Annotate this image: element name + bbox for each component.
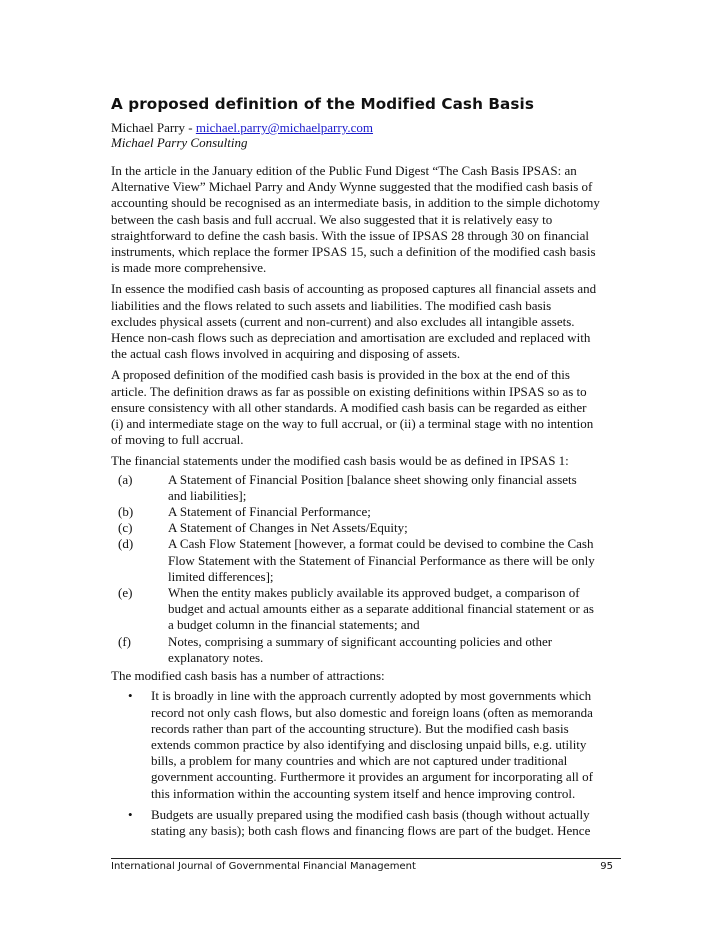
text-line: extends common practice by also identifying and disclosing unpaid bills, e.g. utility bbox=[151, 736, 587, 752]
article-title: A proposed definition of the Modified Cash Basis bbox=[111, 95, 534, 113]
author-byline bbox=[111, 120, 621, 135]
list-item bbox=[111, 634, 621, 666]
list-text bbox=[168, 520, 408, 536]
text-line: A Cash Flow Statement [however, a format could be devised to combine the Cash bbox=[168, 536, 594, 552]
list-item bbox=[111, 536, 621, 585]
text-line: In the article in the January edition of the Public Fund Digest “The Cash Basis IPSAS: an bbox=[111, 163, 577, 178]
list-item bbox=[111, 688, 621, 801]
list-text bbox=[168, 536, 595, 585]
list-text bbox=[151, 807, 590, 839]
paragraph bbox=[111, 453, 621, 469]
text-line: bills, a problem for many countries and which are not captured under traditional bbox=[151, 753, 568, 769]
text-line: instruments, which replace the former IPSAS 15, such a definition of the modified cash basis bbox=[111, 244, 596, 260]
text-line: A proposed definition of the modified cash basis is provided in the box at the end of this bbox=[111, 367, 570, 383]
paragraph bbox=[111, 281, 621, 362]
text-line: liabilities and the flows related to such assets and liabilities. The modified cash basis bbox=[111, 297, 552, 313]
text-line: accounting should be recognised as an intermediate basis, in addition to the simple dichotomy bbox=[111, 195, 600, 211]
article bbox=[111, 95, 621, 844]
list-text bbox=[168, 472, 577, 504]
list-text bbox=[168, 504, 371, 520]
list-label: (d) bbox=[118, 536, 134, 552]
page-footer bbox=[111, 861, 621, 872]
author-email-link[interactable]: michael.parry@michaelparry.com bbox=[195, 120, 374, 135]
list-label: (e) bbox=[118, 585, 133, 601]
text-line: the actual cash flows involved in acquiring and disposing of assets. bbox=[111, 346, 461, 362]
list-text bbox=[168, 634, 552, 666]
list-label: (f) bbox=[118, 633, 131, 649]
text-line: A Statement of Changes in Net Assets/Equity; bbox=[168, 520, 408, 536]
list-item bbox=[111, 520, 621, 536]
text-line: (i) and intermediate stage on the way to full accrual, or (ii) a terminal stage with no intention bbox=[111, 416, 594, 432]
text-line: Notes, comprising a summary of significant accounting policies and other bbox=[168, 633, 553, 649]
text-line: A Statement of Financial Position [balance sheet showing only financial assets bbox=[168, 471, 577, 487]
text-line: Alternative View” Michael Parry and Andy Wynne suggested that the modified cash basis of bbox=[111, 179, 593, 195]
list-label: (c) bbox=[118, 520, 133, 536]
text-line: excludes physical assets (current and non-current) and also excludes all intangible assets. bbox=[111, 313, 575, 329]
text-line: between the cash basis and full accrual. We also suggested that it is relatively easy to bbox=[111, 211, 553, 227]
author-name: Michael Parry - bbox=[111, 120, 196, 135]
list-text bbox=[151, 688, 593, 801]
text-line: The financial statements under the modified cash basis would be as defined in IPSAS 1: bbox=[111, 453, 569, 469]
attractions-list bbox=[111, 688, 621, 839]
footer-divider bbox=[111, 858, 621, 859]
text-line: a budget column in the financial statements; and bbox=[168, 617, 420, 633]
paragraph bbox=[111, 668, 621, 684]
text-line: is made more comprehensive. bbox=[111, 260, 267, 276]
text-line: Hence non-cash flows such as depreciation and amortisation are excluded and replaced with bbox=[111, 330, 591, 346]
list-item bbox=[111, 504, 621, 520]
list-item bbox=[111, 472, 621, 504]
text-line: this information within the accounting system itself and hence improving control. bbox=[151, 785, 576, 801]
text-line: limited differences]; bbox=[168, 568, 274, 584]
text-line: explanatory notes. bbox=[168, 649, 264, 665]
statements-list bbox=[111, 472, 621, 666]
text-line: In essence the modified cash basis of accounting as proposed captures all financial assets and bbox=[111, 281, 597, 297]
text-line: budget and actual amounts either as a separate additional financial statement or as bbox=[168, 601, 594, 617]
author-affiliation: Michael Parry Consulting bbox=[111, 135, 248, 150]
page-number: 95 bbox=[600, 861, 613, 872]
text-line: When the entity makes publicly available its approved budget, a comparison of bbox=[168, 585, 580, 601]
text-line: of moving to full accrual. bbox=[111, 432, 244, 448]
bullet-icon: • bbox=[128, 688, 133, 704]
text-line: A Statement of Financial Performance; bbox=[168, 504, 371, 520]
journal-name: International Journal of Governmental Financial Management bbox=[111, 861, 416, 872]
text-line: article. The definition draws as far as possible on existing definitions within IPSAS so as to bbox=[111, 383, 587, 399]
list-label: (b) bbox=[118, 504, 134, 520]
list-text bbox=[168, 585, 594, 634]
text-line: The modified cash basis has a number of attractions: bbox=[111, 668, 385, 684]
text-line: and liabilities]; bbox=[168, 487, 247, 503]
text-line: record not only cash flows, but also domestic and foreign loans (often as memoranda bbox=[151, 704, 593, 720]
text-line: straightforward to define the cash basis. With the issue of IPSAS 28 through 30 on financial bbox=[111, 227, 589, 243]
list-label: (a) bbox=[118, 471, 133, 487]
text-line: stating any basis); both cash flows and financing flows are part of the budget. Hence bbox=[151, 822, 591, 838]
paragraph bbox=[111, 163, 621, 276]
text-line: ensure consistency with all other standards. A modified cash basis can be regarded as either bbox=[111, 399, 587, 415]
list-item bbox=[111, 807, 621, 839]
text-line: Budgets are usually prepared using the modified cash basis (though without actually bbox=[151, 806, 590, 822]
list-item bbox=[111, 585, 621, 634]
text-line: records rather than part of the accounting structure). But the modified cash basis bbox=[151, 720, 569, 736]
text-line: government accounting. Furthermore it provides an argument for incorporating all of bbox=[151, 769, 593, 785]
bullet-icon: • bbox=[128, 806, 133, 822]
text-line: Flow Statement with the Statement of Financial Performance as there will be only bbox=[168, 552, 595, 568]
paragraph bbox=[111, 367, 621, 448]
text-line: It is broadly in line with the approach currently adopted by most governments which bbox=[151, 688, 592, 704]
